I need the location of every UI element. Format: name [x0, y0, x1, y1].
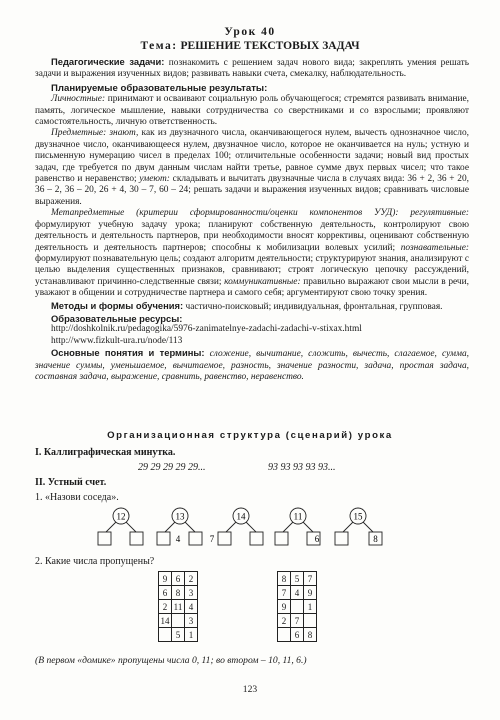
- neighbor-left-box[interactable]: [275, 532, 288, 545]
- number-house-2: [277, 571, 317, 642]
- grid-cell: 5: [172, 628, 185, 642]
- neighbor-left-box[interactable]: [218, 532, 231, 545]
- meta-regulative-label: регулятивные:: [410, 208, 470, 219]
- calligraphy-sequence-a: 29 29 29 29 29...: [138, 462, 206, 473]
- neighbor-answer: 4: [175, 534, 181, 544]
- neighbor-center-value: 15: [353, 511, 363, 522]
- grid-cell: 8: [278, 572, 291, 586]
- structure-title: Организационная структура (сценарий) урока: [107, 430, 393, 441]
- personal-label: Личностные:: [51, 94, 106, 105]
- meta-regulative-text: формулируют учебную задачу урока; планируют собственную деятельность, контролируют свою деятельность и деятельность партнеров, при необходимости вносят коррективы, оценивают собственную деятельность и деятельность партнеров; способны к мобилизации волевых усилий;: [35, 219, 469, 253]
- resource-link-1[interactable]: http://doshkolnik.ru/pedagogika/5976-zanimatelnye-zadachi-zadachi-v-stixax.html: [51, 324, 362, 335]
- neighbor-item-3: [210, 508, 263, 545]
- grid-cell: [172, 614, 185, 628]
- grid-row: [278, 614, 317, 628]
- subject-know: знают,: [109, 128, 139, 139]
- answer-note: (В первом «домике» пропущены числа 0, 11; во втором – 10, 11, 6.): [35, 655, 307, 666]
- neighbor-center-value: 12: [116, 511, 126, 522]
- grid-cell: 2: [185, 572, 198, 586]
- results-heading: Планируемые образовательные результаты:: [51, 82, 268, 94]
- task-2-title: 2. Какие числа пропущены?: [35, 556, 155, 567]
- grid-row: [278, 600, 317, 614]
- terms-text: сложение, вычитание, сложить, вычесть, слагаемое, сумма, значение суммы, уменьшаемое, вычитаемое, разность, значение разности, задача, простая задача, составная задача, выражение, сравнить, равенство, неравенство.: [35, 349, 469, 382]
- grid-cell: 6: [159, 586, 172, 600]
- meta-cognitive-text: формулируют познавательную цель; создают алгоритм деятельности; структурируют знания, анализируют с целью выделения существенных признаков, сравнивают; строят логическую цепочку рассуждений, устанавливают причинно-следственные связи;: [35, 253, 469, 287]
- neighbor-item-4: [275, 508, 320, 545]
- neighbor-answer: 6: [314, 534, 320, 544]
- neighbor-item-5: [335, 508, 382, 545]
- neighbor-left-box[interactable]: [335, 532, 348, 545]
- grid-row: [159, 586, 198, 600]
- grid-cell: [304, 614, 317, 628]
- grid-row: [159, 628, 198, 642]
- grid-cell: 6: [172, 572, 185, 586]
- grid-cell: 7: [291, 614, 304, 628]
- grid-cell: 2: [278, 614, 291, 628]
- neighbor-item-1: [98, 508, 143, 545]
- grid-cell: 1: [185, 628, 198, 642]
- neighbor-answer: 8: [373, 534, 378, 544]
- grid-cell: 2: [159, 600, 172, 614]
- grid-row: [278, 586, 317, 600]
- grid-row: [159, 614, 198, 628]
- neighbor-right-box[interactable]: [130, 532, 143, 545]
- subject-text: как из двузначного числа, оканчивающегося нулем, вычесть однозначное число, двузначное число, оканчивающееся нулем, двузначное число, которое не оканчивается на нуль; устную и письменную нумерацию чисел в пределах 100; отличительные особенности задачи; новый вид простых задач, где требуется по двум данным числам найти третье, равное сумме двух первых чисел; что такое равенство и неравенство;: [35, 128, 470, 185]
- grid-cell: [278, 628, 291, 642]
- subject-label: Предметные:: [51, 128, 107, 139]
- goals-label: Педагогические задачи:: [51, 56, 165, 67]
- grid-cell: 4: [291, 586, 304, 600]
- subject-text-2: складывать и вычитать двузначные числа в случаях вида: 36 + 2, 36 + 20, 36 – 2, 36 – 20, 26 + 4, 30 – 7, 60 – 24; решать задачи и выражения изученных видов; сравнивать числовые выражения.: [35, 174, 469, 207]
- resource-link-2[interactable]: http://www.fizkult-ura.ru/node/113: [51, 335, 183, 346]
- neighbor-right-box[interactable]: [250, 532, 263, 545]
- meta-communicative-text: правильно выражают свои мысли в речи, уважают в общении и сотрудничестве партнера и самого себя; аргументируют свою точку зрения.: [35, 276, 470, 299]
- grid-cell: 7: [304, 572, 317, 586]
- grid-cell: 3: [185, 614, 198, 628]
- methods-text: частично-поисковый; индивидуальная, фронтальная, групповая.: [185, 301, 443, 312]
- grid-cell: 9: [304, 586, 317, 600]
- grid-cell: [159, 628, 172, 642]
- page-number: 123: [242, 684, 258, 695]
- grid-cell: 9: [278, 600, 291, 614]
- grid-cell: 14: [160, 615, 170, 626]
- methods-label: Методы и формы обучения:: [51, 299, 184, 311]
- grid-cell: 3: [185, 586, 198, 600]
- subject-can: умеют:: [139, 174, 170, 185]
- resources-label: Образовательные ресурсы:: [51, 312, 183, 324]
- topic-title: РЕШЕНИЕ ТЕКСТОВЫХ ЗАДАЧ: [180, 40, 360, 52]
- topic-label: Тема:: [140, 40, 178, 52]
- grid-cell: 6: [291, 628, 304, 642]
- grid-cell: 8: [172, 586, 185, 600]
- meta-label: Метапредметные (критерии сформированности/оценки компонентов УУД):: [51, 208, 399, 219]
- grid-cell: 1: [304, 600, 317, 614]
- neighbor-left-box[interactable]: [157, 532, 170, 545]
- neighbor-center-value: 14: [236, 511, 246, 522]
- section-1-title: I. Каллиграфическая минутка.: [35, 447, 176, 458]
- grid-row: [278, 628, 317, 642]
- number-house-1: [158, 571, 198, 642]
- grid-cell: 9: [159, 572, 172, 586]
- neighbor-item-2: [157, 508, 202, 545]
- task-1-title: 1. «Назови соседа».: [35, 492, 119, 503]
- grid-cell: 11: [172, 600, 185, 614]
- section-2-title: II. Устный счет.: [35, 477, 107, 488]
- grid-cell: 5: [291, 572, 304, 586]
- calligraphy-sequence-b: 93 93 93 93 93...: [268, 462, 336, 473]
- grid-cell: 8: [304, 628, 317, 642]
- grid-row: [278, 572, 317, 586]
- neighbor-center-value: 13: [175, 511, 185, 522]
- neighbor-right-box[interactable]: [189, 532, 202, 545]
- grid-cell: 4: [185, 600, 198, 614]
- grid-row: [159, 600, 198, 614]
- grid-cell: [291, 600, 304, 614]
- lesson-number: Урок 40: [224, 26, 276, 38]
- neighbor-left-box[interactable]: [98, 532, 111, 545]
- terms-label: Основные понятия и термины:: [51, 347, 205, 359]
- goals-text: познакомить с решением задач нового вида; закреплять умения решать задачи и выражения изученных видов; развивать навыки счета, смекалку, наблюдательность.: [35, 58, 470, 80]
- grid-cell: 7: [278, 586, 291, 600]
- meta-communicative-label: коммуникативные:: [224, 276, 301, 287]
- grid-row: [159, 572, 198, 586]
- personal-text: принимают и осваивают социальную роль обучающегося; стремятся развивать внимание, память, логическое мышление, навыки сотрудничества со сверстниками и со взрослыми; проявляют самостоятельность, личную ответственность.: [35, 94, 469, 128]
- neighbor-center-value: 11: [293, 511, 303, 522]
- meta-cognitive-label: познавательные:: [400, 242, 470, 253]
- neighbor-answer: 7: [209, 534, 215, 544]
